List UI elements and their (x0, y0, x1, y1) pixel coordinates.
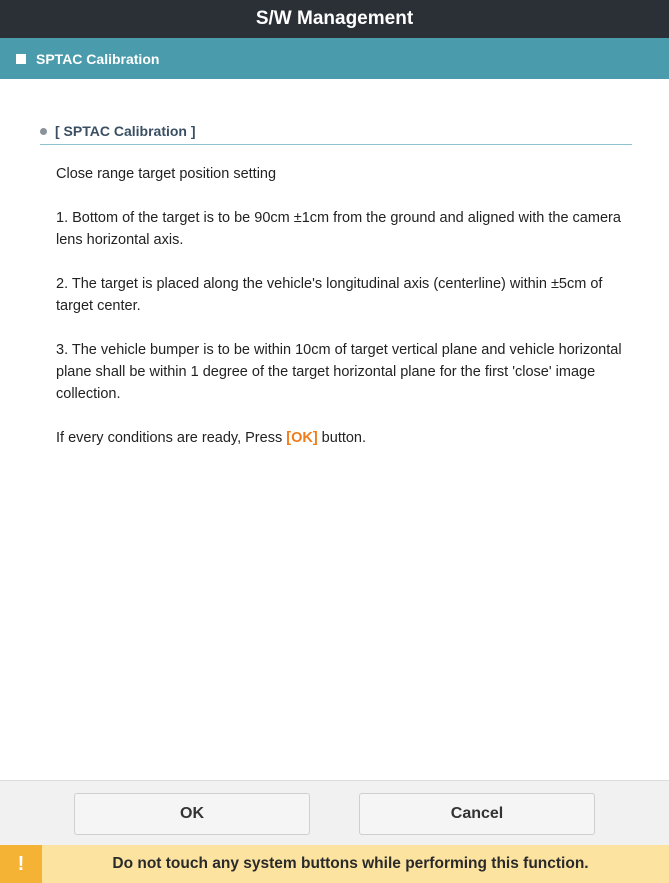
window-title: S/W Management (0, 0, 669, 38)
warning-bar (0, 845, 669, 883)
ok-button[interactable]: OK (74, 793, 310, 835)
button-bar (0, 780, 669, 846)
section-title: [ SPTAC Calibration ] (55, 123, 196, 139)
subheader (0, 38, 669, 79)
ok-highlight: [OK] (286, 430, 318, 446)
ready-suffix: button. (317, 430, 367, 446)
warning-text: Do not touch any system buttons while performing this function. (112, 855, 589, 872)
warning-icon: ! (0, 845, 42, 883)
square-bullet-icon (16, 54, 26, 64)
intro-text: Close range target position setting (56, 166, 277, 182)
step-1: 1. Bottom of the target is to be 90cm ±1cm from the ground and aligned with the camera lens horizontal axis. (56, 210, 621, 248)
ready-text (56, 427, 641, 449)
step-2: 2. The target is placed along the vehicle's longitudinal axis (centerline) within ±5cm of target center. (56, 276, 603, 314)
instructions (56, 163, 641, 471)
ready-prefix: If every conditions are ready, Press (56, 430, 287, 446)
dot-bullet-icon (40, 128, 47, 135)
step-3: 3. The vehicle bumper is to be within 10cm of target vertical plane and vehicle horizontal plane shall be within 1 degree of the target horizontal plane for the first 'close' image collection. (56, 342, 622, 402)
subheader-title: SPTAC Calibration (36, 50, 160, 67)
section-header (40, 118, 632, 145)
cancel-button[interactable]: Cancel (359, 793, 595, 835)
